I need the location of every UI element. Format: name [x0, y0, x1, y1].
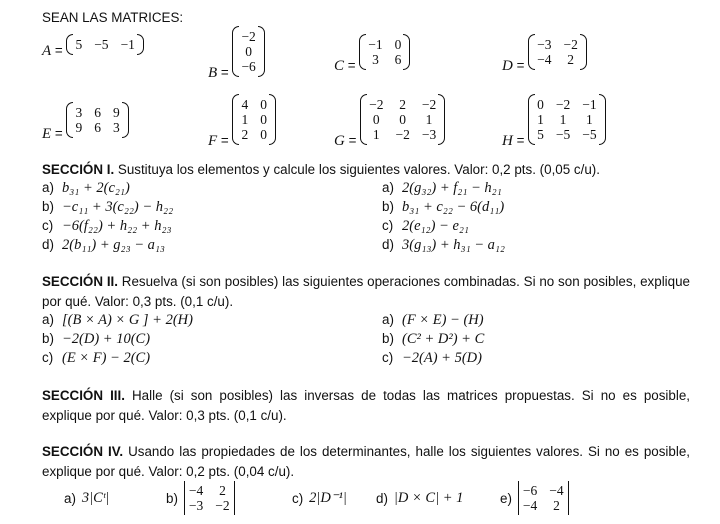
matrix-entry: 0 [260, 112, 267, 127]
exercise-item [42, 218, 173, 237]
matrix-bracket-left [360, 94, 367, 145]
matrix-entry: −2 [369, 97, 384, 112]
matrix-entry: 0 [394, 37, 402, 52]
matrix-B: B = −2 0 −6 [208, 26, 265, 82]
matrix-entry: −2 [555, 97, 571, 112]
matrix-bracket-left [232, 94, 239, 145]
matrix-bracket-right [599, 94, 606, 145]
matrix-entry: −1 [120, 37, 135, 52]
matrix-entry: 1 [425, 112, 433, 127]
section-2-left-list [42, 312, 193, 369]
item-label: d) [382, 237, 394, 252]
item-label: b) [166, 490, 178, 506]
matrix-A: A = 5 −5 −1 [42, 34, 144, 60]
item-expression: 2(b₁₁) + g₂₃ − a₁₃ [62, 237, 165, 253]
matrix-entry: 1 [559, 112, 567, 127]
matrix-entry: 1 [372, 127, 380, 142]
matrix-entry: −2 [215, 498, 230, 513]
matrix-entry: −4 [549, 483, 564, 498]
determinant-bar-left [184, 481, 187, 515]
matrix-entry: −4 [522, 498, 538, 513]
matrix-entry: −3 [421, 127, 437, 142]
exercise-item [382, 312, 484, 331]
item-label: b) [382, 199, 394, 214]
matrix-entry: −5 [94, 37, 109, 52]
matrix-bracket-left [66, 102, 73, 138]
item-expression: (E × F) − 2(C) [62, 350, 151, 366]
item-label: b) [42, 199, 54, 214]
matrix-bracket-left [528, 34, 535, 70]
item-label: b) [42, 331, 54, 346]
item-label: a) [382, 180, 394, 195]
matrix-entry: 2 [219, 483, 226, 498]
heading: SEAN LAS MATRICES: [42, 10, 184, 25]
item-expression: 3(g₁₃) + h₃₁ − a₁₂ [402, 237, 505, 253]
matrix-entry: 1 [586, 112, 593, 127]
matrix-entry: 5 [537, 127, 544, 142]
determinant [184, 481, 235, 515]
exercise-item [382, 180, 505, 199]
matrix-bracket-left [232, 26, 239, 77]
section-3-statement: SECCIÓN III. Halle (si son posibles) las inversas de todas las matrices propuestas. Si no es posible, explique por qué. Valor: 0,3 pts. (0,1 c/u). [42, 388, 690, 423]
item-label: c) [42, 350, 54, 365]
exercise-item [382, 218, 505, 237]
exercise-item [42, 331, 193, 350]
item-expression: −c₁₁ + 3(c₂₂) − h₂₂ [62, 199, 174, 215]
determinant-item [500, 480, 569, 516]
matrix-entry: −1 [582, 97, 597, 112]
section-2-right-list [382, 312, 484, 369]
exercise-item [42, 199, 173, 218]
section-4-statement: SECCIÓN IV. Usando las propiedades de los determinantes, halle los siguientes valores. Si no es posible, explique por qué. Valor: 0,2 pts. (0,04 c/u). [42, 444, 690, 479]
matrix-entry: −2 [421, 97, 437, 112]
matrix-bracket-right [122, 102, 129, 138]
section-2-statement: SECCIÓN II. Resuelva (si son posibles) las siguientes operaciones combinadas. Si no son posibles, explique por qué. Valor: 0,3 pts. (0,1 c/u). [42, 274, 690, 309]
matrix-entry: −1 [368, 37, 383, 52]
item-expression: (F × E) − (H) [402, 312, 484, 328]
matrix-entry: 4 [241, 97, 249, 112]
matrix-entry: −2 [563, 37, 578, 52]
matrix-entry: 3 [372, 52, 379, 67]
item-label: d) [42, 237, 54, 252]
item-label: c) [292, 490, 304, 506]
matrix-entry: −6 [241, 59, 256, 74]
determinant-bar-left [518, 481, 521, 515]
item-label: a) [42, 180, 54, 195]
item-expression: 2(g₃₂) + f₂₁ − h₂₁ [402, 180, 502, 196]
item-label: c) [382, 350, 394, 365]
exercise-item [382, 331, 484, 350]
item-label: d) [376, 490, 388, 506]
matrix-bracket-right [269, 94, 276, 145]
matrix-entry: 0 [399, 112, 407, 127]
matrix-entry: 5 [75, 37, 83, 52]
item-expression: −2(D) + 10(C) [62, 331, 151, 347]
exercise-item [382, 199, 505, 218]
matrix-C: C = −1 0 3 6 [334, 34, 410, 75]
matrix-bracket-left [359, 34, 366, 70]
matrix-entry: 0 [537, 97, 544, 112]
determinant-item [166, 480, 235, 516]
matrix-entry: 3 [75, 105, 83, 120]
matrix-entry: −5 [582, 127, 597, 142]
item-expression: −2(A) + 5(D) [402, 350, 482, 366]
matrix-entry: 0 [245, 44, 252, 59]
exercise-item [382, 237, 505, 256]
matrix-entry: 9 [112, 105, 120, 120]
matrix-entry: −2 [395, 127, 410, 142]
exercise-item [42, 350, 193, 369]
matrix-entry: −5 [555, 127, 571, 142]
matrix-bracket-right [258, 26, 265, 77]
section-1-statement: SECCIÓN I. Sustituya los elementos y calcule los siguientes valores. Valor: 0,2 pts. (0,05 c/u). [42, 162, 600, 177]
matrix-entry: −4 [537, 52, 552, 67]
matrix-E: E = 3 6 9 9 6 3 [42, 102, 129, 143]
item-label: a) [64, 490, 76, 506]
matrix-G: G = −2 2 −2 0 0 1 1 −2 −3 [334, 94, 445, 150]
determinant-bar-right [566, 481, 569, 515]
matrix-bracket-left [528, 94, 535, 145]
determinant-item [292, 480, 347, 516]
item-label: c) [42, 218, 54, 233]
matrix-entry: −3 [537, 37, 552, 52]
item-expression: |D × C| + 1 [393, 489, 464, 506]
section-1-right-list [382, 180, 505, 256]
section-1-left-list [42, 180, 173, 256]
matrix-entry: 0 [260, 97, 267, 112]
item-label: b) [382, 331, 394, 346]
item-expression: 2(e₁₂) − e₂₁ [402, 218, 469, 234]
matrix-entry: 3 [112, 120, 120, 135]
item-expression: [(B × A) × G ] + 2(H) [62, 312, 193, 328]
determinant-bar-right [232, 481, 235, 515]
matrix-entry: 0 [372, 112, 380, 127]
exercise-item [42, 312, 193, 331]
item-expression: b₃₁ + 2(c₂₁) [62, 180, 130, 196]
matrix-bracket-left [66, 34, 73, 55]
matrix-entry: 6 [94, 105, 101, 120]
exercise-item [42, 237, 173, 256]
matrix-H: H = 0 −2 −1 1 1 1 5 −5 −5 [502, 94, 606, 150]
matrix-entry: 2 [567, 52, 575, 67]
matrix-bracket-right [403, 34, 410, 70]
matrix-entry: −6 [522, 483, 538, 498]
matrix-entry: −3 [188, 498, 204, 513]
matrix-entry: 1 [537, 112, 544, 127]
determinant [518, 481, 569, 515]
matrix-entry: 9 [75, 120, 83, 135]
item-expression: −6(f₂₂) + h₂₂ + h₂₃ [62, 218, 172, 234]
exercise-item [382, 350, 484, 369]
matrix-F: F = 4 0 1 0 2 0 [208, 94, 276, 150]
matrix-entry: 6 [94, 120, 101, 135]
exercise-item [42, 180, 173, 199]
matrix-entry: −2 [241, 29, 256, 44]
matrix-entry: 2 [399, 97, 407, 112]
matrix-D: D = −3 −2 −4 2 [502, 34, 587, 75]
matrix-bracket-right [137, 34, 144, 55]
matrix-entry: 1 [241, 112, 249, 127]
matrix-entry: 0 [260, 127, 267, 142]
item-label: c) [382, 218, 394, 233]
item-label: e) [500, 490, 512, 506]
item-expression: b₃₁ + c₂₂ − 6(d₁₁) [402, 199, 505, 215]
matrix-entry: 2 [241, 127, 249, 142]
matrix-bracket-right [438, 94, 445, 145]
item-expression: 2|D⁻¹| [309, 489, 347, 506]
item-expression: (C² + D²) + C [402, 331, 485, 347]
determinant-item [376, 480, 463, 516]
matrix-entry: 2 [553, 498, 560, 513]
item-expression: 3|Cᵗ| [81, 489, 110, 506]
item-label: a) [42, 312, 54, 327]
matrix-entry: −4 [188, 483, 204, 498]
section-4-items [64, 480, 684, 516]
matrix-entry: 6 [394, 52, 402, 67]
matrix-bracket-right [580, 34, 587, 70]
item-label: a) [382, 312, 394, 327]
determinant-item [64, 480, 109, 516]
